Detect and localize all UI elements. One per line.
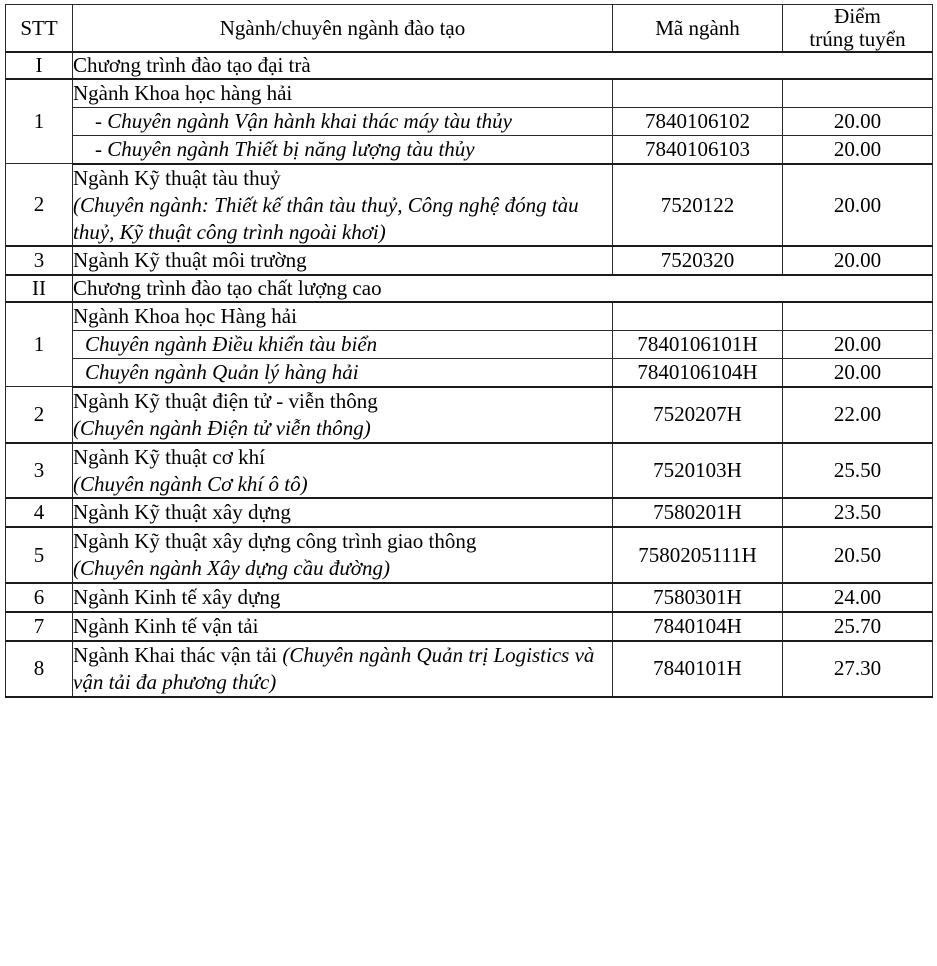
column-header-stt: STT	[6, 5, 73, 53]
major-name	[73, 527, 613, 583]
table-row	[6, 641, 933, 697]
major-code: 7580205111H	[613, 527, 783, 583]
table-row	[6, 79, 933, 107]
column-header-score	[783, 5, 933, 53]
section-numeral: II	[6, 275, 73, 302]
major-name-text: Ngành Khai thác vận tải	[73, 642, 283, 667]
column-header-score-line1: Điểm	[834, 4, 881, 28]
major-name-note: (Chuyên ngành Xây dựng cầu đường)	[73, 556, 390, 581]
table-subrow	[6, 359, 933, 387]
table-row	[6, 443, 933, 499]
major-name: Ngành Kỹ thuật môi trường	[73, 246, 613, 275]
admission-score: 25.50	[783, 443, 933, 499]
major-code: 7520207H	[613, 387, 783, 443]
row-index: 2	[6, 387, 73, 443]
admission-score: 27.30	[783, 641, 933, 697]
row-index: 1	[6, 302, 73, 387]
major-name-text: Ngành Kỹ thuật cơ khí	[73, 444, 265, 469]
admission-score	[783, 302, 933, 330]
admission-score: 20.50	[783, 527, 933, 583]
major-name-text: Ngành Kỹ thuật điện tử - viễn thông	[73, 388, 378, 413]
header-row	[6, 5, 933, 53]
major-code: 7520320	[613, 246, 783, 275]
specialization-name: - Chuyên ngành Vận hành khai thác máy tàu thủy	[73, 108, 613, 136]
row-index: 2	[6, 164, 73, 247]
major-name: Ngành Khoa học Hàng hải	[73, 302, 613, 330]
admission-score: 20.00	[783, 135, 933, 163]
major-code	[613, 79, 783, 107]
table-body	[6, 52, 933, 696]
major-name-note: (Chuyên ngành Quản trị Logistics và vận tải đa phương thức)	[73, 642, 595, 694]
row-index: 4	[6, 498, 73, 527]
major-code: 7840101H	[613, 641, 783, 697]
row-index: 5	[6, 527, 73, 583]
major-code	[613, 302, 783, 330]
major-name: Ngành Khoa học hàng hải	[73, 79, 613, 107]
specialization-name: Chuyên ngành Điều khiển tàu biển	[73, 331, 613, 359]
major-code: 7580301H	[613, 583, 783, 612]
major-name-note: (Chuyên ngành: Thiết kế thân tàu thuỷ, Công nghệ đóng tàu thuỷ, Kỹ thuật công trình ngoài khơi)	[73, 192, 579, 244]
admission-score: 25.70	[783, 612, 933, 641]
row-index: 3	[6, 246, 73, 275]
major-name: Ngành Kinh tế xây dựng	[73, 583, 613, 612]
admission-score: 24.00	[783, 583, 933, 612]
admission-score: 20.00	[783, 246, 933, 275]
row-index: 6	[6, 583, 73, 612]
table-subrow	[6, 108, 933, 136]
major-code: 7520103H	[613, 443, 783, 499]
specialization-code: 7840106104H	[613, 359, 783, 387]
clipped-heading-text	[120, 0, 820, 2]
row-index: 7	[6, 612, 73, 641]
table-row	[6, 246, 933, 275]
major-name-note: (Chuyên ngành Cơ khí ô tô)	[73, 471, 308, 496]
table-row	[6, 527, 933, 583]
specialization-code: 7840106102	[613, 108, 783, 136]
table-row	[6, 612, 933, 641]
major-name-text: Ngành Kỹ thuật xây dựng công trình giao thông	[73, 529, 477, 554]
major-name	[73, 387, 613, 443]
major-name: Ngành Kinh tế vận tải	[73, 612, 613, 641]
table-row	[6, 302, 933, 330]
major-code: 7840104H	[613, 612, 783, 641]
row-index: 1	[6, 79, 73, 164]
table-subrow	[6, 331, 933, 359]
section-header-row	[6, 275, 933, 302]
major-name	[73, 164, 613, 247]
admission-scores-table	[5, 4, 933, 698]
admission-score: 22.00	[783, 387, 933, 443]
column-header-code: Mã ngành	[613, 5, 783, 53]
major-name: Ngành Kỹ thuật xây dựng	[73, 498, 613, 527]
specialization-name: - Chuyên ngành Thiết bị năng lượng tàu thủy	[73, 135, 613, 163]
table-row	[6, 498, 933, 527]
admission-score: 20.00	[783, 108, 933, 136]
major-name	[73, 641, 613, 697]
major-code: 7580201H	[613, 498, 783, 527]
admission-score: 20.00	[783, 164, 933, 247]
table-subrow	[6, 135, 933, 163]
specialization-code: 7840106103	[613, 135, 783, 163]
major-name-text: Ngành Kỹ thuật tàu thuỷ	[73, 165, 281, 190]
major-code: 7520122	[613, 164, 783, 247]
table-row	[6, 583, 933, 612]
row-index: 3	[6, 443, 73, 499]
column-header-score-line2: trúng tuyển	[809, 27, 906, 52]
specialization-name: Chuyên ngành Quản lý hàng hải	[73, 359, 613, 387]
column-header-major: Ngành/chuyên ngành đào tạo	[73, 5, 613, 53]
table-row	[6, 164, 933, 247]
major-name-note: (Chuyên ngành Điện tử viễn thông)	[73, 415, 371, 440]
admission-score	[783, 79, 933, 107]
section-header-row	[6, 52, 933, 79]
admission-score: 20.00	[783, 331, 933, 359]
admission-score: 23.50	[783, 498, 933, 527]
section-title: Chương trình đào tạo đại trà	[73, 52, 933, 79]
section-numeral: I	[6, 52, 73, 79]
table-header	[6, 5, 933, 53]
specialization-code: 7840106101H	[613, 331, 783, 359]
major-name	[73, 443, 613, 499]
row-index: 8	[6, 641, 73, 697]
table-row	[6, 387, 933, 443]
section-title: Chương trình đào tạo chất lượng cao	[73, 275, 933, 302]
admission-score: 20.00	[783, 359, 933, 387]
